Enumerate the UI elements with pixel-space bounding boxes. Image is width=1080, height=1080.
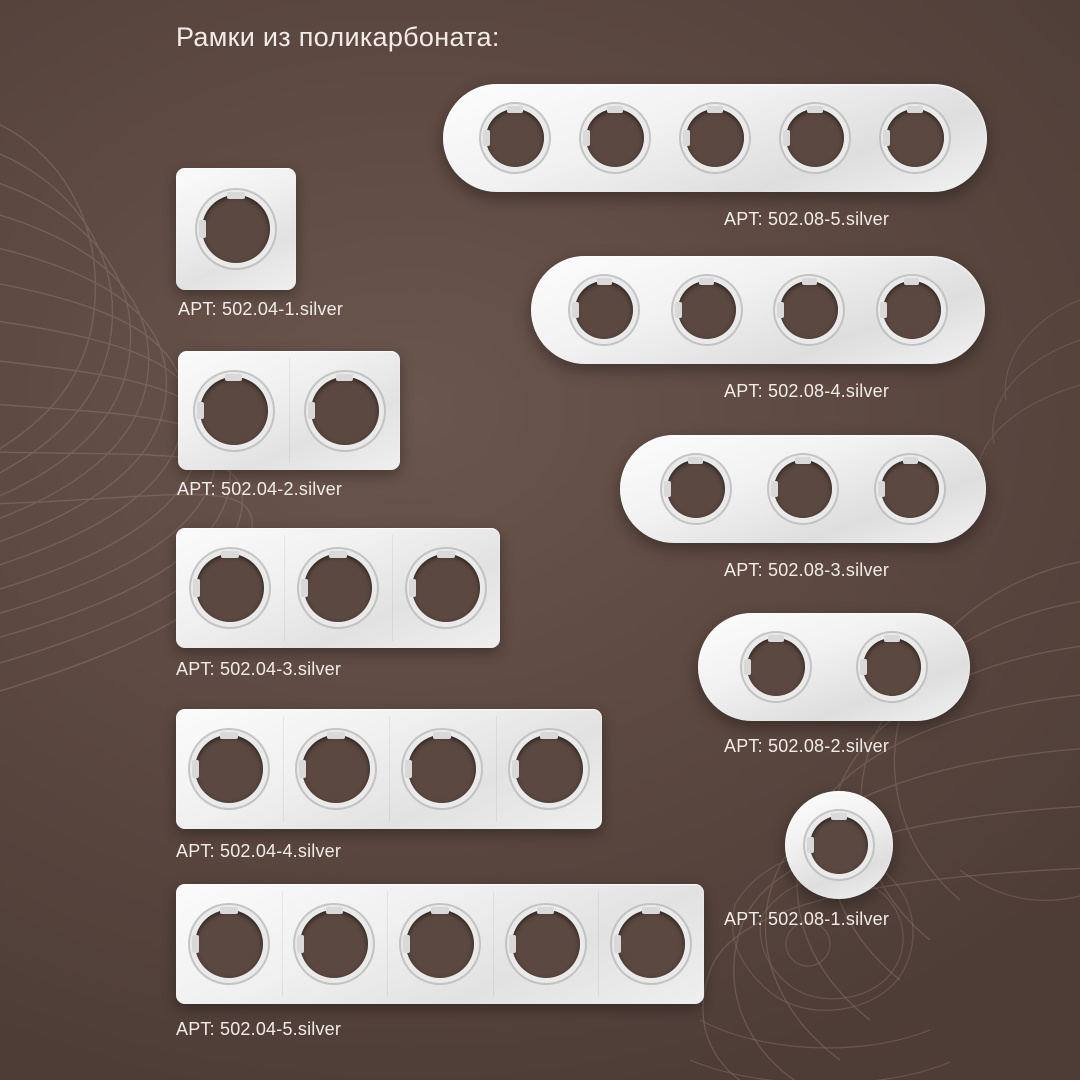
caption-502-04-1: APT: 502.04-1.silver — [178, 299, 344, 319]
frame-hole — [883, 281, 941, 339]
frame-502-08-2[interactable] — [698, 613, 970, 721]
caption-502-08-4: APT: 502.08-4.silver — [724, 381, 890, 401]
frame-hole — [302, 735, 370, 803]
frame-hole — [774, 460, 832, 518]
frame-502-04-1[interactable] — [176, 168, 296, 290]
caption-502-08-2: APT: 502.08-2.silver — [724, 736, 890, 756]
frame-post — [283, 709, 390, 829]
frame-post — [289, 351, 400, 470]
frame-post — [176, 709, 283, 829]
frame-hole — [881, 460, 939, 518]
frame-hole — [747, 638, 805, 696]
frame-hole — [667, 460, 725, 518]
frame-post — [178, 351, 289, 470]
frame-hole — [512, 910, 580, 978]
frame-hole — [863, 638, 921, 696]
frame-hole — [575, 281, 633, 339]
frame-hole — [810, 816, 868, 874]
frame-hole — [195, 910, 263, 978]
frame-post — [282, 884, 388, 1004]
frame-hole — [678, 281, 736, 339]
frame-502-04-2[interactable] — [178, 351, 400, 470]
frame-502-08-5[interactable] — [443, 84, 987, 192]
frame-502-08-1[interactable] — [785, 791, 893, 899]
frame-hole — [300, 910, 368, 978]
frame-hole — [686, 109, 744, 167]
frame-hole — [586, 109, 644, 167]
caption-502-04-5: APT: 502.04-5.silver — [176, 1019, 342, 1039]
page-title: Рамки из поликарбоната: — [176, 22, 500, 52]
caption-502-04-3: APT: 502.04-3.silver — [176, 659, 342, 679]
frame-post — [284, 528, 392, 648]
caption-502-08-1: APT: 502.08-1.silver — [724, 909, 890, 929]
frame-post — [176, 884, 282, 1004]
frame-hole — [408, 735, 476, 803]
frame-hole — [202, 195, 270, 263]
frame-hole — [200, 377, 268, 445]
frame-hole — [617, 910, 685, 978]
frame-502-04-3[interactable] — [176, 528, 500, 648]
caption-502-08-3: APT: 502.08-3.silver — [724, 560, 890, 580]
frame-hole — [486, 109, 544, 167]
frame-hole — [406, 910, 474, 978]
frame-hole — [515, 735, 583, 803]
frame-post — [598, 884, 704, 1004]
frame-hole — [304, 554, 372, 622]
frame-502-08-3[interactable] — [620, 435, 986, 543]
caption-502-04-2: APT: 502.04-2.silver — [177, 479, 343, 499]
frame-502-08-4[interactable] — [531, 256, 985, 364]
frame-hole — [196, 554, 264, 622]
caption-502-08-5: APT: 502.08-5.silver — [724, 209, 890, 229]
frame-post — [392, 528, 500, 648]
frame-post — [496, 709, 603, 829]
frame-post — [176, 528, 284, 648]
frame-hole — [780, 281, 838, 339]
caption-502-04-4: APT: 502.04-4.silver — [176, 841, 342, 861]
frame-hole — [412, 554, 480, 622]
frame-hole — [886, 109, 944, 167]
frame-hole — [195, 735, 263, 803]
frame-post — [387, 884, 493, 1004]
frame-hole — [311, 377, 379, 445]
frame-post — [176, 168, 296, 290]
frame-post — [389, 709, 496, 829]
frame-hole — [786, 109, 844, 167]
frame-502-04-4[interactable] — [176, 709, 602, 829]
frame-502-04-5[interactable] — [176, 884, 704, 1004]
frame-post — [493, 884, 599, 1004]
